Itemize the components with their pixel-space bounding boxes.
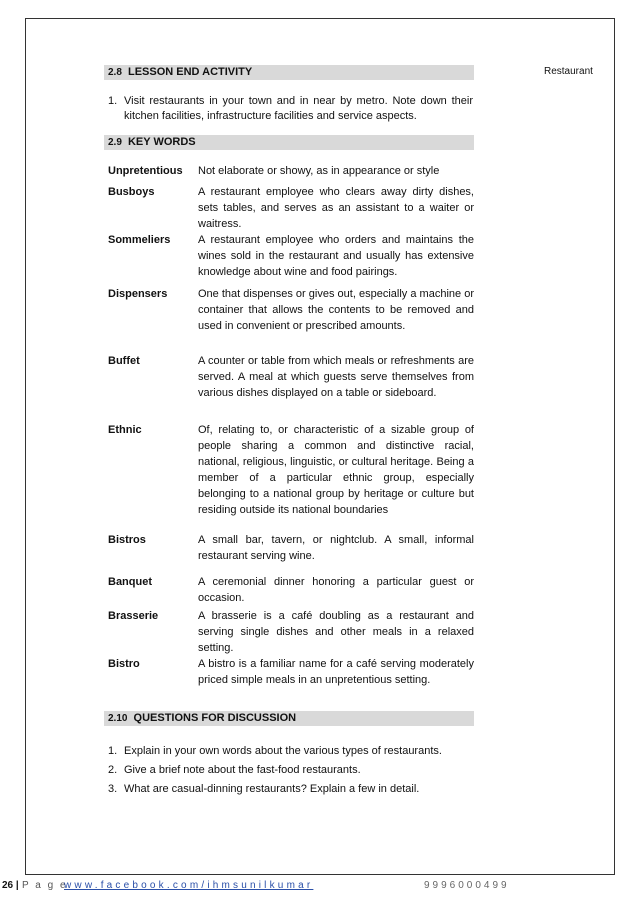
list-item-text: What are casual-dinning restaurants? Explain a few in detail. — [124, 783, 420, 795]
section-number: 2.9 — [108, 137, 122, 148]
list-item — [108, 763, 473, 778]
keyword-term: Dispensers — [108, 288, 168, 300]
keyword-definition: A bistro is a familiar name for a café serving moderately priced simple meals in an unpretentious setting. — [198, 658, 474, 686]
list-item-text: Visit restaurants in your town and in near by metro. Note down their kitchen facilities, infrastructure facilities and service aspects. — [124, 95, 473, 122]
keyword-definition: A restaurant employee who clears away dirty dishes, sets tables, and serves as an assistant to a waiter or waitress. — [198, 186, 474, 230]
keyword-definition: A ceremonial dinner honoring a particular guest or occasion. — [198, 576, 474, 604]
keyword-term: Banquet — [108, 576, 152, 588]
section-number: 2.8 — [108, 67, 122, 78]
page-number: 26 | — [2, 880, 19, 891]
section-heading-questions — [104, 711, 474, 726]
keyword-term: Bistro — [108, 658, 140, 670]
page-footer — [0, 878, 638, 894]
keyword-definition: Of, relating to, or characteristic of a sizable group of people sharing a common and distinctive racial, national, religious, linguistic, or cultural heritage. Being a member of a particular ethnic group, especially belonging to a national group by heritage or culture but residing outside its national boundaries — [198, 424, 474, 516]
section-heading-keywords — [104, 135, 474, 150]
keyword-term: Ethnic — [108, 424, 142, 436]
section-heading-activity — [104, 65, 474, 80]
list-item-number: 1. — [108, 745, 118, 757]
keyword-term: Buffet — [108, 355, 140, 367]
list-item — [108, 782, 473, 797]
footer-phone: 9996000499 — [424, 880, 510, 891]
list-item-number: 2. — [108, 764, 118, 776]
keyword-definition: A counter or table from which meals or refreshments are served. A meal at which guests serve themselves from various dishes displayed on a table or sideboard. — [198, 355, 474, 399]
keyword-definition: A small bar, tavern, or nightclub. A small, informal restaurant serving wine. — [198, 534, 474, 562]
keyword-term: Bistros — [108, 534, 146, 546]
list-item — [108, 94, 473, 124]
page-word: P a g e — [22, 880, 68, 891]
list-item-text: Explain in your own words about the various types of restaurants. — [124, 745, 442, 757]
keyword-term: Busboys — [108, 186, 155, 198]
header-label: Restaurant — [544, 66, 593, 77]
list-item-number: 1. — [108, 95, 118, 107]
keyword-term: Sommeliers — [108, 234, 171, 246]
footer-link[interactable]: www.facebook.com/ihmsunilkumar — [64, 880, 314, 891]
list-item-number: 3. — [108, 783, 118, 795]
keyword-term: Brasserie — [108, 610, 159, 622]
section-title: KEY WORDS — [127, 136, 196, 148]
section-title: QUESTIONS FOR DISCUSSION — [133, 712, 297, 724]
section-number: 2.10 — [108, 713, 128, 724]
keyword-definition: One that dispenses or gives out, especially a machine or container that allows the contents to be removed and used in convenient or prescribed amounts. — [198, 288, 474, 332]
keyword-definition: Not elaborate or showy, as in appearance or style — [198, 165, 440, 177]
keyword-term: Unpretentious — [108, 165, 183, 177]
keyword-definition: A brasserie is a café doubling as a restaurant and serving single dishes and other meals in a relaxed setting. — [198, 610, 474, 654]
keyword-definition: A restaurant employee who orders and maintains the wines sold in the restaurant and usually has extensive knowledge about wine and food pairings. — [198, 234, 474, 278]
list-item — [108, 744, 473, 759]
list-item-text: Give a brief note about the fast-food restaurants. — [124, 764, 361, 776]
section-title: LESSON END ACTIVITY — [127, 66, 253, 78]
